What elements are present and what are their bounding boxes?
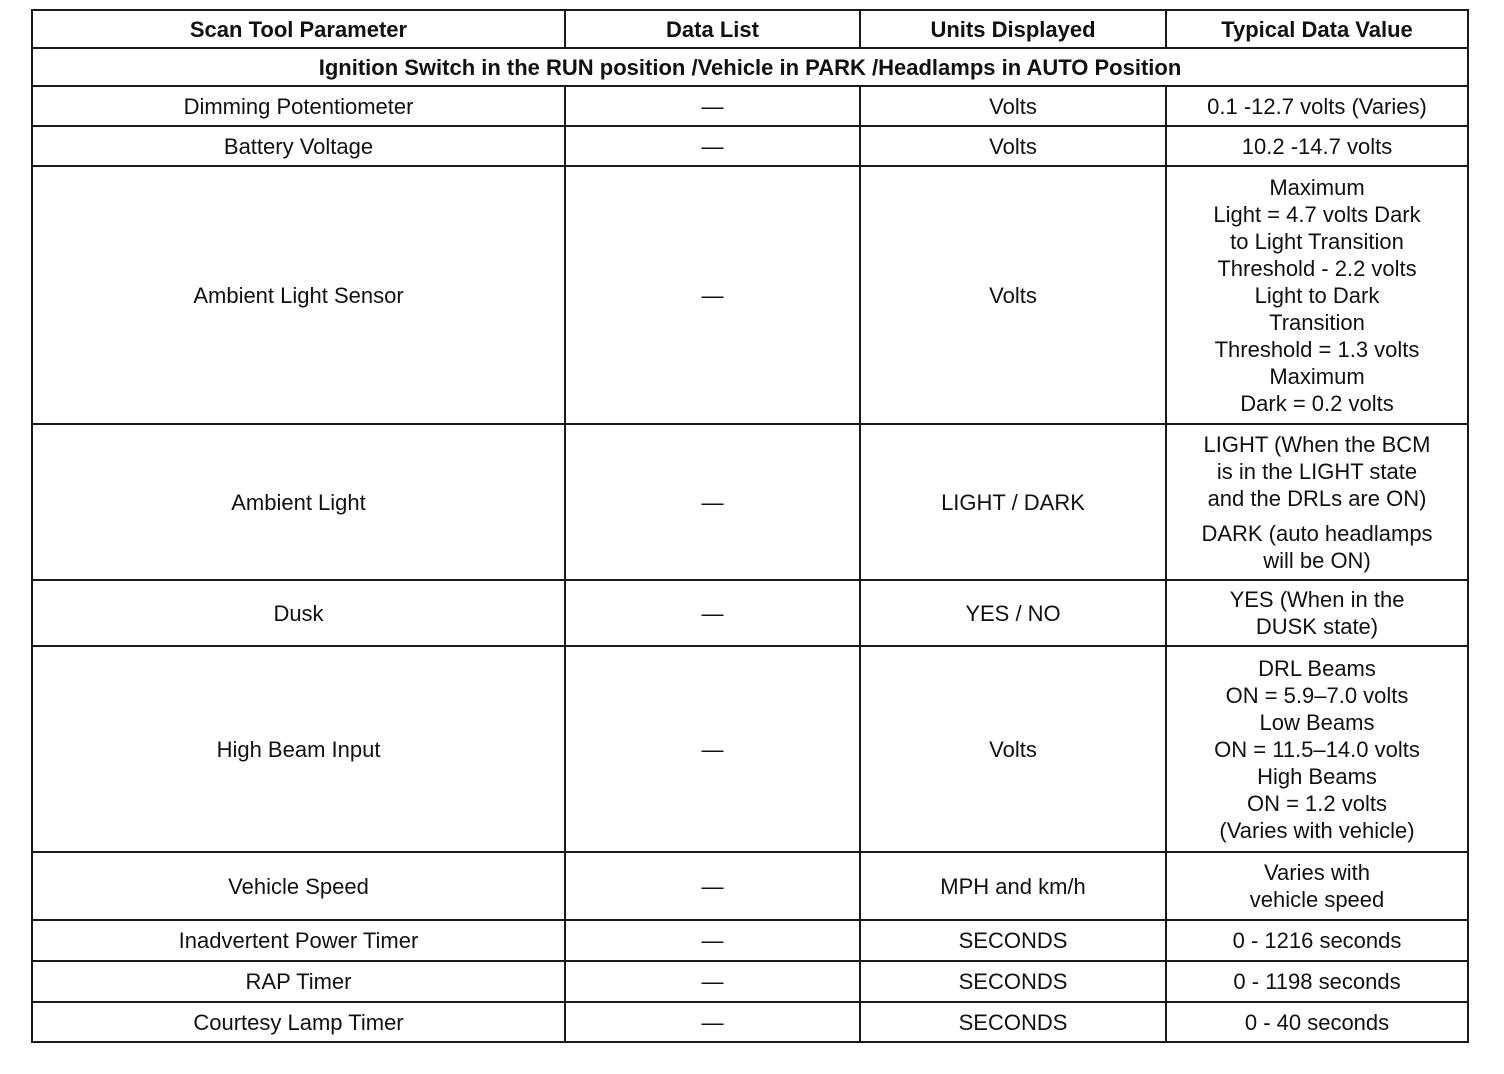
units-cell: Volts <box>860 86 1166 126</box>
typical-value-line: 10.2 -14.7 volts <box>1241 133 1393 159</box>
table-row <box>32 166 1468 424</box>
table-row <box>32 86 1468 126</box>
data-list-cell: — <box>565 86 860 126</box>
typical-value-line: and the DRLs are ON) <box>1207 485 1427 511</box>
units-cell: SECONDS <box>860 961 1166 1002</box>
units-cell: Volts <box>860 126 1166 166</box>
units-cell: YES / NO <box>860 580 1166 646</box>
parameter-cell: Ambient Light <box>32 424 565 580</box>
header-typical-value: Typical Data Value <box>1166 10 1468 48</box>
table-row <box>32 961 1468 1002</box>
typical-value-cell <box>1166 646 1468 852</box>
typical-value-line: 0 - 1198 seconds <box>1233 969 1401 994</box>
section-title: Ignition Switch in the RUN position /Vehicle in PARK /Headlamps in AUTO Position <box>32 48 1468 86</box>
table-row <box>32 580 1468 646</box>
parameter-cell: Courtesy Lamp Timer <box>32 1002 565 1042</box>
typical-value-cell <box>1166 424 1468 580</box>
section-row <box>32 48 1468 86</box>
typical-value-line: High Beams <box>1257 763 1377 789</box>
typical-value-line: Threshold - 2.2 volts <box>1217 255 1417 281</box>
typical-value-line: Maximum <box>1269 174 1365 200</box>
typical-value-line: will be ON) <box>1263 547 1371 573</box>
header-row <box>32 10 1468 48</box>
data-list-cell: — <box>565 920 860 961</box>
typical-value-line: Threshold = 1.3 volts <box>1214 336 1420 362</box>
parameter-cell: Dimming Potentiometer <box>32 86 565 126</box>
table-row <box>32 852 1468 920</box>
typical-value-line: Dark = 0.2 volts <box>1240 390 1394 416</box>
typical-value-line: 0 - 40 seconds <box>1244 1009 1390 1035</box>
header-units: Units Displayed <box>860 10 1166 48</box>
typical-value-line: is in the LIGHT state <box>1216 458 1418 484</box>
units-cell: SECONDS <box>860 1002 1166 1042</box>
data-list-cell: — <box>565 961 860 1002</box>
typical-value-line: Transition <box>1269 309 1365 335</box>
parameter-cell: Dusk <box>32 580 565 646</box>
typical-value-cell <box>1166 86 1468 126</box>
data-list-cell: — <box>565 646 860 852</box>
units-cell: LIGHT / DARK <box>860 424 1166 580</box>
typical-value-line: Low Beams <box>1259 709 1375 735</box>
parameter-cell: Ambient Light Sensor <box>32 166 565 424</box>
typical-value-line: 0 - 1216 seconds <box>1232 928 1402 953</box>
table-row <box>32 1002 1468 1042</box>
typical-value-cell <box>1166 166 1468 424</box>
table-row <box>32 126 1468 166</box>
table-row <box>32 646 1468 852</box>
header-data-list: Data List <box>565 10 860 48</box>
units-cell: MPH and km/h <box>860 852 1166 920</box>
parameter-cell: Battery Voltage <box>32 126 565 166</box>
data-list-cell: — <box>565 424 860 580</box>
scan-tool-data-table <box>31 9 1469 1043</box>
typical-value-line: vehicle speed <box>1249 887 1385 912</box>
typical-value-line: DARK (auto headlamps <box>1201 520 1433 546</box>
typical-value-line: ON = 5.9–7.0 volts <box>1225 682 1409 708</box>
typical-value-line: ON = 11.5–14.0 volts <box>1214 736 1420 762</box>
data-list-cell: — <box>565 580 860 646</box>
header-parameter: Scan Tool Parameter <box>32 10 565 48</box>
parameter-cell: RAP Timer <box>32 961 565 1002</box>
typical-value-line: YES (When in the <box>1229 587 1405 612</box>
typical-value-line: Light = 4.7 volts Dark <box>1213 201 1421 227</box>
units-cell: Volts <box>860 646 1166 852</box>
typical-value-line: DRL Beams <box>1258 655 1376 681</box>
parameter-cell: High Beam Input <box>32 646 565 852</box>
typical-value-cell <box>1166 580 1468 646</box>
data-list-cell: — <box>565 126 860 166</box>
data-list-cell: — <box>565 1002 860 1042</box>
data-list-cell: — <box>565 166 860 424</box>
parameter-cell: Inadvertent Power Timer <box>32 920 565 961</box>
typical-value-line: ON = 1.2 volts <box>1246 790 1387 816</box>
data-list-cell: — <box>565 852 860 920</box>
typical-value-line: LIGHT (When the BCM <box>1203 431 1431 457</box>
typical-value-line: (Varies with vehicle) <box>1219 817 1415 843</box>
units-cell: Volts <box>860 166 1166 424</box>
typical-value-line: 0.1 -12.7 volts (Varies) <box>1207 93 1427 119</box>
table-row <box>32 920 1468 961</box>
typical-value-cell <box>1166 126 1468 166</box>
parameter-cell: Vehicle Speed <box>32 852 565 920</box>
typical-value-line: DUSK state) <box>1255 614 1379 639</box>
typical-value-line: Maximum <box>1269 363 1365 389</box>
typical-value-cell <box>1166 961 1468 1002</box>
line-gap <box>1173 512 1461 520</box>
typical-value-cell <box>1166 852 1468 920</box>
table-row <box>32 424 1468 580</box>
typical-value-line: Varies with <box>1264 860 1370 885</box>
typical-value-line: Light to Dark <box>1254 282 1380 308</box>
units-cell: SECONDS <box>860 920 1166 961</box>
typical-value-cell <box>1166 920 1468 961</box>
typical-value-line: to Light Transition <box>1230 228 1404 254</box>
typical-value-cell <box>1166 1002 1468 1042</box>
